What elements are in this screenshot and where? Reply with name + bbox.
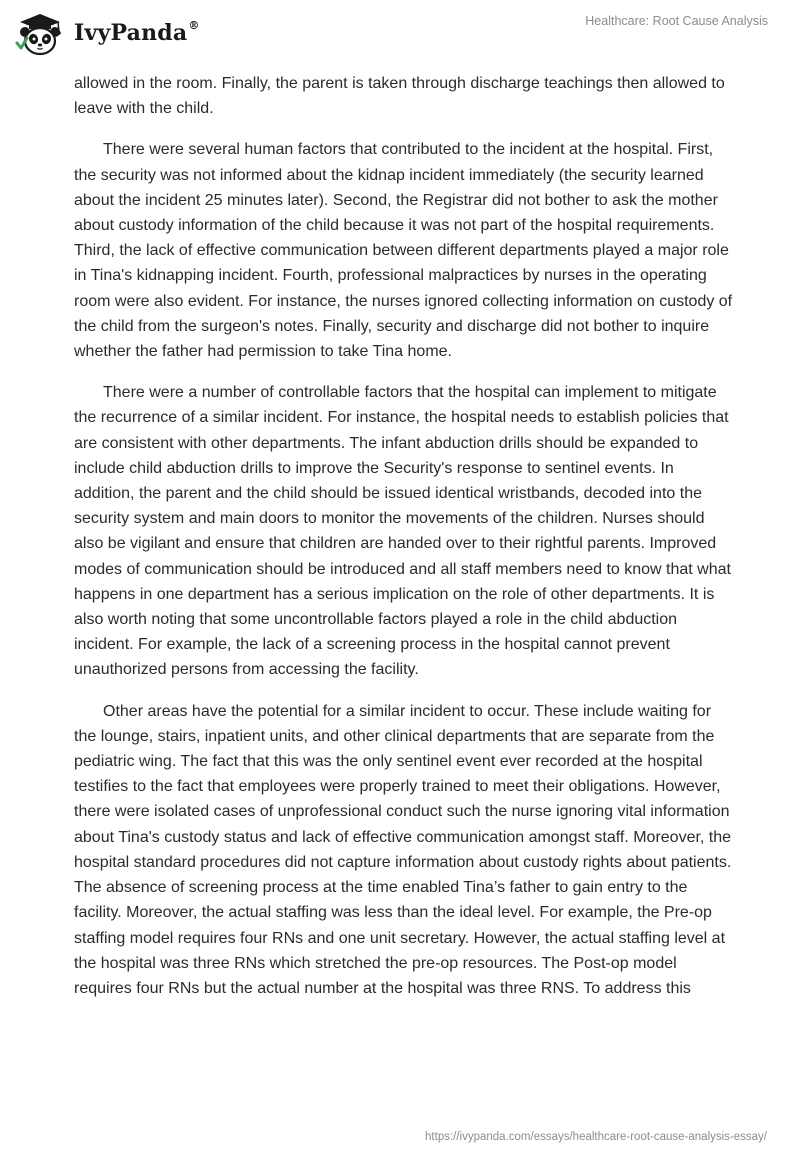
paragraph: There were several human factors that contributed to the incident at the hospital. First, the security was not informed about the kidnap incident immediately (the security learned about the incident 25 minutes later). Second, the Registrar did not bother to ask the mother about custody information of the child because it was not part of the hospital requirements. Third, the lack of effective communication between different departments played a major role in Tina's kidnapping incident. Fourth, professional malpractices by nurses in the operating room were also evident. For instance, the nurses ignored collecting information on custody of the child from the surgeon's notes. Finally, security and discharge did not bother to inquire whether the father had permission to take Tina home. <box>74 141 733 361</box>
brand-registered-mark: ® <box>188 18 200 32</box>
paragraph: There were a number of controllable factors that the hospital can implement to mitigate the recurrence of a similar incident. For instance, the hospital needs to establish policies that are consistent with other departments. The infant abduction drills should be expanded to include child abduction drills to improve the Security's response to sentinel events. In addition, the parent and the child should be issued identical wristbands, decoded into the security system and main doors to monitor the movements of the children. Nurses should also be vigilant and ensure that children are handed over to their rightful parents. Improved modes of communication should be introduced and all staff members need to know that what happens in one department has a serious implication on the role of other departments. It is also worth noting that some uncontrollable factors played a role in the child abduction incident. For example, the lack of a screening process in the hospital cannot prevent unauthorized persons from accessing the facility. <box>74 384 731 679</box>
brand-name <box>74 20 200 46</box>
essay-body <box>74 71 734 1017</box>
document-title: Healthcare: Root Cause Analysis <box>585 14 768 28</box>
source-url[interactable]: https://ivypanda.com/essays/healthcare-root-cause-analysis-essay/ <box>425 1131 767 1143</box>
paragraph: Other areas have the potential for a similar incident to occur. These include waiting for the lounge, stairs, inpatient units, and other clinical departments that are separate from the pediatric wing. The fact that this was the only sentinel event ever recorded at the hospital testifies to the fact that employees were properly trained to meet their obligations. However, there were isolated cases of unprofessional conduct such the nurse ignoring vital information about Tina's custody status and lack of effective communication amongst staff. Moreover, the hospital standard procedures did not capture information about custody rights about patients. The absence of screening process at the time enabled Tina’s father to gain entry to the facility. Moreover, the actual staffing was less than the ideal level. For example, the Pre-op staffing model requires four RNs and one unit secretary. However, the actual staffing level at the hospital was three RNs which stretched the pre-op resources. The Post-op model requires four RNs but the actual number at the hospital was three RNS. To address this <box>74 702 732 997</box>
panda-graduate-icon <box>14 10 66 58</box>
brand-logo[interactable] <box>14 10 200 58</box>
paragraph: allowed in the room. Finally, the parent is taken through discharge teachings then allowed to leave with the child. <box>74 75 725 118</box>
brand-name-text: IvyPanda <box>74 20 188 46</box>
page-header <box>0 0 800 70</box>
